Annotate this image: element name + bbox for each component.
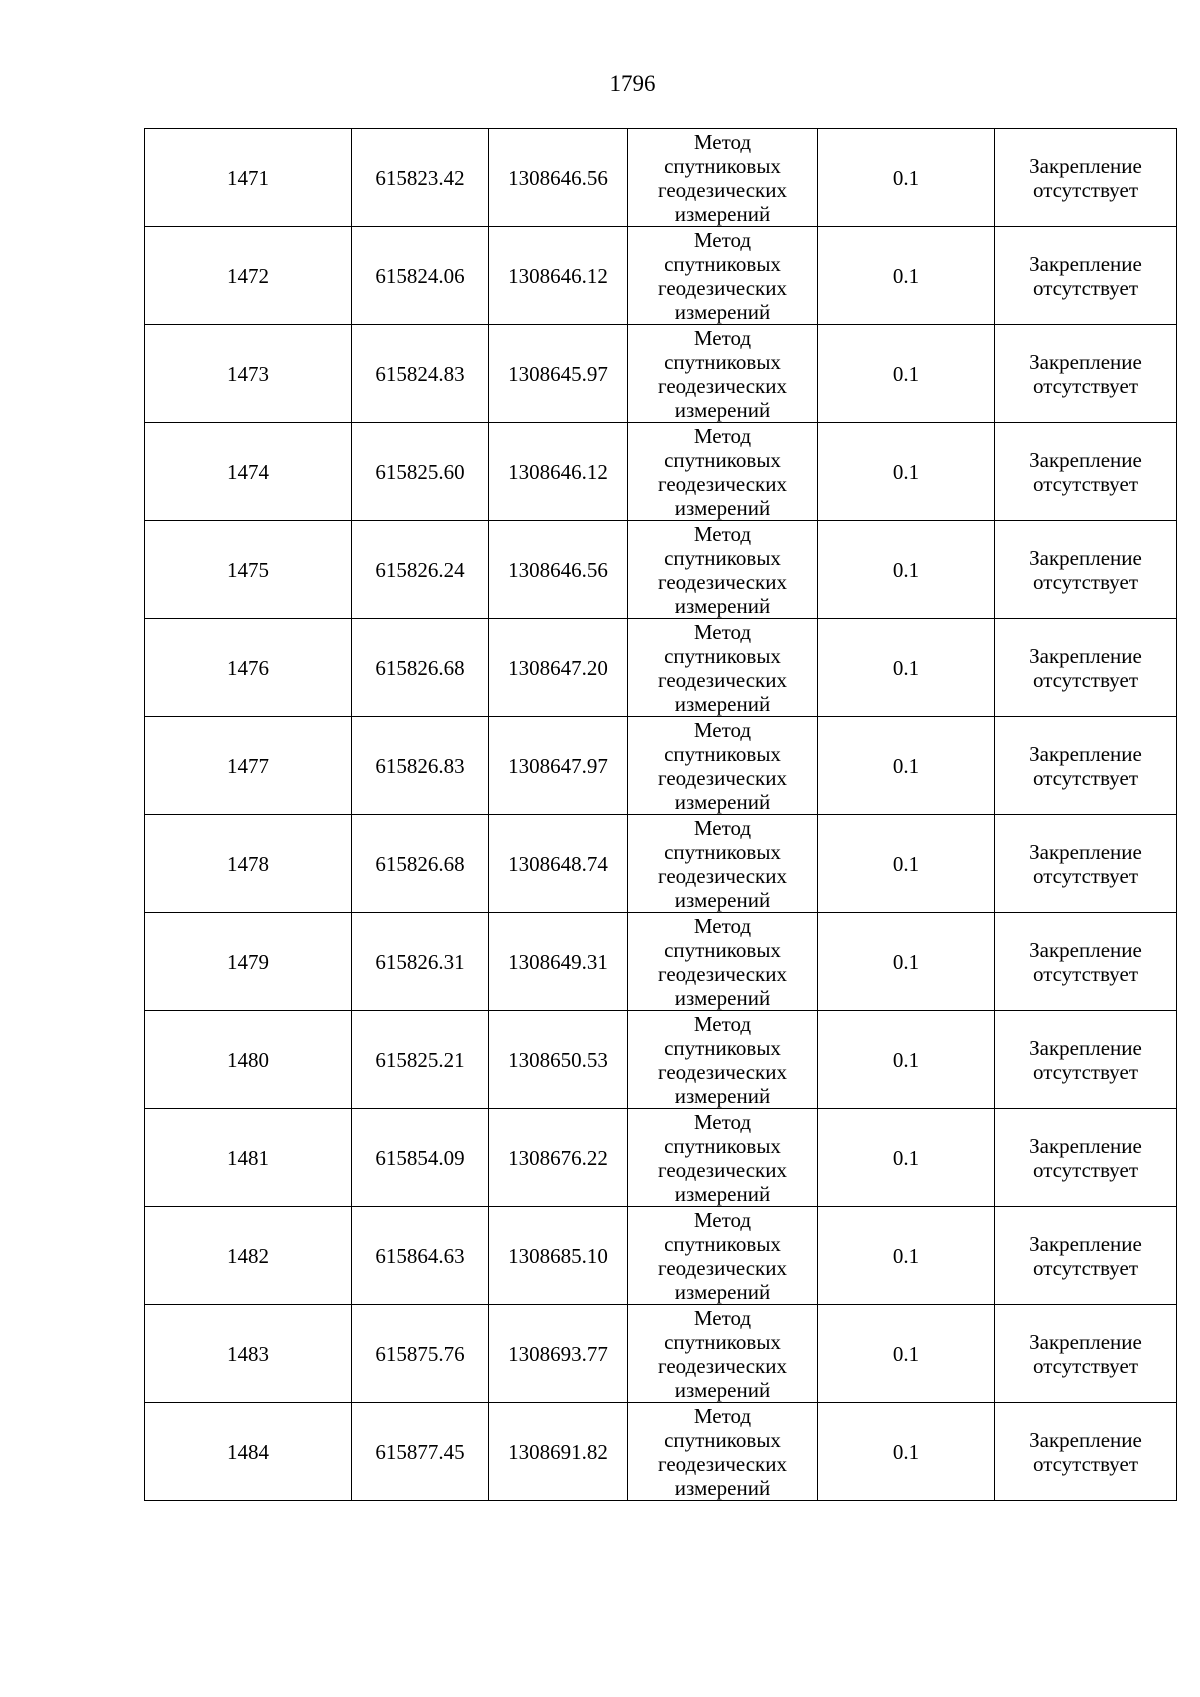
accuracy-cell: 0.1 <box>818 717 995 815</box>
fixing-text-line: Закрепление <box>1029 1427 1142 1452</box>
y-coordinate-cell: 1308646.56 <box>489 521 628 619</box>
y-coordinate-cell: 1308646.12 <box>489 423 628 521</box>
fixing-cell <box>995 423 1177 521</box>
method-text-line: измерений <box>674 887 771 912</box>
x-coordinate-cell: 615826.83 <box>352 717 489 815</box>
point-number-cell: 1476 <box>145 619 352 717</box>
fixing-text-line: Закрепление <box>1029 839 1142 864</box>
x-coordinate-cell: 615824.06 <box>352 227 489 325</box>
page-number: 1796 <box>609 71 656 96</box>
method-cell <box>628 521 818 619</box>
fixing-text-line: Закрепление <box>1029 1133 1142 1158</box>
fixing-cell <box>995 227 1177 325</box>
fixing-text-line: отсутствует <box>1032 667 1139 692</box>
method-text-line: геодезических <box>657 275 787 300</box>
coordinates-table-body <box>145 129 1177 1501</box>
fixing-cell <box>995 1403 1177 1501</box>
method-text-line: Метод <box>693 717 752 742</box>
method-cell <box>628 1011 818 1109</box>
fixing-text-line: Закрепление <box>1029 545 1142 570</box>
fixing-cell <box>995 325 1177 423</box>
y-coordinate-cell: 1308647.20 <box>489 619 628 717</box>
x-coordinate-cell: 615854.09 <box>352 1109 489 1207</box>
fixing-text-line: Закрепление <box>1029 447 1142 472</box>
method-text-line: геодезических <box>657 765 787 790</box>
y-coordinate-cell: 1308645.97 <box>489 325 628 423</box>
fixing-cell <box>995 1305 1177 1403</box>
fixing-cell <box>995 1207 1177 1305</box>
method-text-line: Метод <box>693 1403 752 1428</box>
method-text-line: спутниковых <box>664 937 781 962</box>
x-coordinate-cell: 615864.63 <box>352 1207 489 1305</box>
table-row <box>145 717 1177 815</box>
method-text-line: измерений <box>674 495 771 520</box>
x-coordinate-cell: 615875.76 <box>352 1305 489 1403</box>
method-text-line: геодезических <box>657 863 787 888</box>
fixing-text-line: Закрепление <box>1029 1035 1142 1060</box>
x-coordinate-cell: 615826.24 <box>352 521 489 619</box>
table-row <box>145 913 1177 1011</box>
method-text-line: геодезических <box>657 1353 787 1378</box>
y-coordinate-cell: 1308676.22 <box>489 1109 628 1207</box>
method-text-line: Метод <box>693 1109 752 1134</box>
table-row <box>145 815 1177 913</box>
y-coordinate-cell: 1308647.97 <box>489 717 628 815</box>
fixing-text-line: Закрепление <box>1029 937 1142 962</box>
fixing-text-line: отсутствует <box>1032 1451 1139 1476</box>
method-text-line: Метод <box>693 325 752 350</box>
fixing-text-line: отсутствует <box>1032 471 1139 496</box>
method-text-line: спутниковых <box>664 349 781 374</box>
method-text-line: геодезических <box>657 177 787 202</box>
table-row <box>145 619 1177 717</box>
point-number-cell: 1481 <box>145 1109 352 1207</box>
method-cell <box>628 1207 818 1305</box>
y-coordinate-cell: 1308646.56 <box>489 129 628 227</box>
method-cell <box>628 129 818 227</box>
accuracy-cell: 0.1 <box>818 227 995 325</box>
fixing-text-line: отсутствует <box>1032 569 1139 594</box>
method-cell <box>628 1109 818 1207</box>
y-coordinate-cell: 1308649.31 <box>489 913 628 1011</box>
table-row <box>145 423 1177 521</box>
table-row <box>145 1109 1177 1207</box>
table-row <box>145 1305 1177 1403</box>
method-text-line: спутниковых <box>664 741 781 766</box>
method-text-line: спутниковых <box>664 1231 781 1256</box>
fixing-text-line: отсутствует <box>1032 1059 1139 1084</box>
method-cell <box>628 227 818 325</box>
method-text-line: спутниковых <box>664 447 781 472</box>
fixing-cell <box>995 1109 1177 1207</box>
x-coordinate-cell: 615825.21 <box>352 1011 489 1109</box>
method-text-line: Метод <box>693 1011 752 1036</box>
point-number-cell: 1478 <box>145 815 352 913</box>
method-text-line: измерений <box>674 593 771 618</box>
accuracy-cell: 0.1 <box>818 521 995 619</box>
accuracy-cell: 0.1 <box>818 1305 995 1403</box>
fixing-text-line: отсутствует <box>1032 275 1139 300</box>
point-number-cell: 1471 <box>145 129 352 227</box>
method-text-line: измерений <box>674 789 771 814</box>
method-text-line: геодезических <box>657 1451 787 1476</box>
method-text-line: измерений <box>674 1279 771 1304</box>
fixing-text-line: отсутствует <box>1032 1353 1139 1378</box>
method-text-line: геодезических <box>657 961 787 986</box>
method-text-line: Метод <box>693 619 752 644</box>
point-number-cell: 1480 <box>145 1011 352 1109</box>
method-text-line: спутниковых <box>664 545 781 570</box>
accuracy-cell: 0.1 <box>818 423 995 521</box>
fixing-text-line: Закрепление <box>1029 1329 1142 1354</box>
accuracy-cell: 0.1 <box>818 913 995 1011</box>
coordinates-table <box>144 128 1177 1501</box>
x-coordinate-cell: 615823.42 <box>352 129 489 227</box>
method-text-line: спутниковых <box>664 839 781 864</box>
point-number-cell: 1477 <box>145 717 352 815</box>
fixing-text-line: Закрепление <box>1029 741 1142 766</box>
method-text-line: спутниковых <box>664 1427 781 1452</box>
method-text-line: измерений <box>674 1475 771 1500</box>
x-coordinate-cell: 615824.83 <box>352 325 489 423</box>
y-coordinate-cell: 1308693.77 <box>489 1305 628 1403</box>
method-text-line: спутниковых <box>664 1329 781 1354</box>
method-text-line: геодезических <box>657 1255 787 1280</box>
point-number-cell: 1482 <box>145 1207 352 1305</box>
table-row <box>145 1011 1177 1109</box>
x-coordinate-cell: 615826.68 <box>352 815 489 913</box>
table-row <box>145 325 1177 423</box>
fixing-cell <box>995 1011 1177 1109</box>
x-coordinate-cell: 615826.31 <box>352 913 489 1011</box>
fixing-cell <box>995 129 1177 227</box>
accuracy-cell: 0.1 <box>818 1207 995 1305</box>
point-number-cell: 1484 <box>145 1403 352 1501</box>
method-text-line: Метод <box>693 521 752 546</box>
y-coordinate-cell: 1308691.82 <box>489 1403 628 1501</box>
method-text-line: Метод <box>693 815 752 840</box>
method-text-line: измерений <box>674 397 771 422</box>
accuracy-cell: 0.1 <box>818 619 995 717</box>
fixing-cell <box>995 815 1177 913</box>
fixing-text-line: отсутствует <box>1032 863 1139 888</box>
fixing-text-line: отсутствует <box>1032 961 1139 986</box>
method-text-line: спутниковых <box>664 251 781 276</box>
method-text-line: спутниковых <box>664 1133 781 1158</box>
fixing-text-line: отсутствует <box>1032 177 1139 202</box>
y-coordinate-cell: 1308685.10 <box>489 1207 628 1305</box>
table-row <box>145 1403 1177 1501</box>
fixing-text-line: отсутствует <box>1032 1157 1139 1182</box>
x-coordinate-cell: 615825.60 <box>352 423 489 521</box>
accuracy-cell: 0.1 <box>818 325 995 423</box>
fixing-text-line: отсутствует <box>1032 373 1139 398</box>
x-coordinate-cell: 615877.45 <box>352 1403 489 1501</box>
accuracy-cell: 0.1 <box>818 815 995 913</box>
accuracy-cell: 0.1 <box>818 1011 995 1109</box>
method-text-line: Метод <box>693 913 752 938</box>
method-text-line: спутниковых <box>664 643 781 668</box>
method-cell <box>628 423 818 521</box>
fixing-cell <box>995 619 1177 717</box>
fixing-text-line: отсутствует <box>1032 1255 1139 1280</box>
method-cell <box>628 1403 818 1501</box>
point-number-cell: 1483 <box>145 1305 352 1403</box>
method-text-line: Метод <box>693 227 752 252</box>
method-cell <box>628 1305 818 1403</box>
method-text-line: измерений <box>674 1083 771 1108</box>
table-row <box>145 521 1177 619</box>
method-text-line: Метод <box>693 1305 752 1330</box>
fixing-text-line: Закрепление <box>1029 1231 1142 1256</box>
method-text-line: измерений <box>674 1181 771 1206</box>
fixing-text-line: Закрепление <box>1029 643 1142 668</box>
point-number-cell: 1474 <box>145 423 352 521</box>
method-text-line: Метод <box>693 129 752 154</box>
method-text-line: спутниковых <box>664 1035 781 1060</box>
point-number-cell: 1472 <box>145 227 352 325</box>
method-text-line: спутниковых <box>664 153 781 178</box>
method-text-line: измерений <box>674 691 771 716</box>
table-row <box>145 227 1177 325</box>
method-text-line: геодезических <box>657 471 787 496</box>
method-text-line: измерений <box>674 299 771 324</box>
point-number-cell: 1473 <box>145 325 352 423</box>
fixing-cell <box>995 717 1177 815</box>
method-cell <box>628 913 818 1011</box>
method-text-line: геодезических <box>657 373 787 398</box>
accuracy-cell: 0.1 <box>818 1403 995 1501</box>
point-number-cell: 1479 <box>145 913 352 1011</box>
method-cell <box>628 717 818 815</box>
fixing-text-line: Закрепление <box>1029 251 1142 276</box>
method-cell <box>628 619 818 717</box>
fixing-text-line: отсутствует <box>1032 765 1139 790</box>
y-coordinate-cell: 1308646.12 <box>489 227 628 325</box>
table-row <box>145 129 1177 227</box>
accuracy-cell: 0.1 <box>818 129 995 227</box>
point-number-cell: 1475 <box>145 521 352 619</box>
method-text-line: геодезических <box>657 1157 787 1182</box>
y-coordinate-cell: 1308650.53 <box>489 1011 628 1109</box>
method-text-line: измерений <box>674 1377 771 1402</box>
x-coordinate-cell: 615826.68 <box>352 619 489 717</box>
method-text-line: измерений <box>674 201 771 226</box>
method-text-line: геодезических <box>657 1059 787 1084</box>
y-coordinate-cell: 1308648.74 <box>489 815 628 913</box>
method-text-line: геодезических <box>657 569 787 594</box>
method-text-line: измерений <box>674 985 771 1010</box>
method-cell <box>628 325 818 423</box>
accuracy-cell: 0.1 <box>818 1109 995 1207</box>
method-cell <box>628 815 818 913</box>
fixing-cell <box>995 521 1177 619</box>
fixing-text-line: Закрепление <box>1029 153 1142 178</box>
method-text-line: Метод <box>693 1207 752 1232</box>
method-text-line: геодезических <box>657 667 787 692</box>
fixing-text-line: Закрепление <box>1029 349 1142 374</box>
fixing-cell <box>995 913 1177 1011</box>
table-row <box>145 1207 1177 1305</box>
method-text-line: Метод <box>693 423 752 448</box>
